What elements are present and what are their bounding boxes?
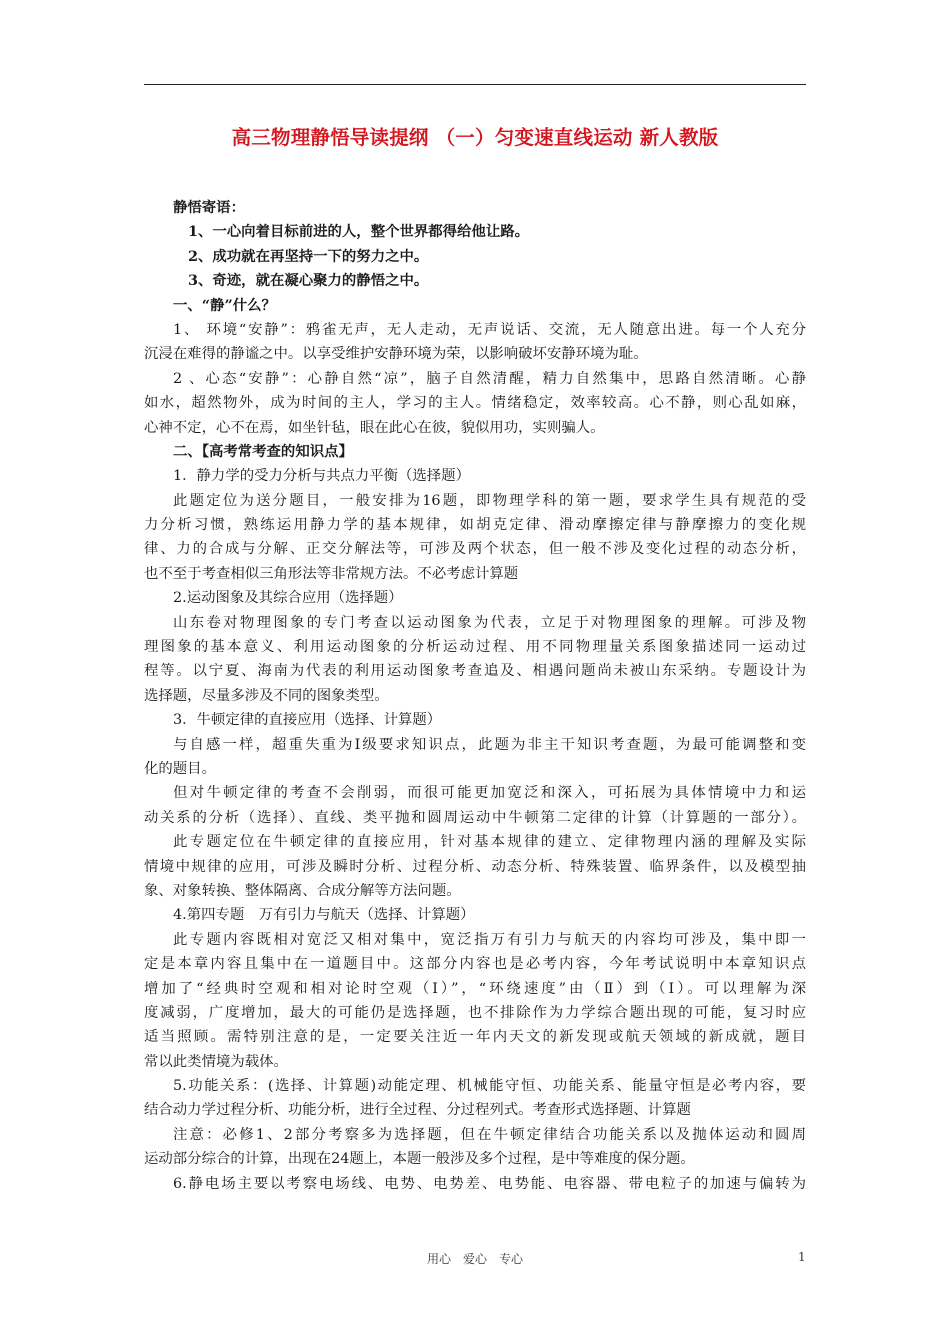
paragraph-line: 程等。以宁夏、海南为代表的利用运动图象考查追及、相遇问题尚未被山东采纳。专题设计为 [144,663,806,680]
paragraph-line: 律、力的合成与分解、正交分解法等，可涉及两个状态，但一般不涉及变化过程的动态分析， [144,541,806,558]
document-title: 高三物理静悟导读提纲 （一）匀变速直线运动 新人教版 [231,126,719,149]
paragraph-line: 选择题，尽量多涉及不同的图象类型。 [144,687,389,704]
paragraph-line: 理图象的基本意义、利用运动图象的分析运动过程、用不同物理量关系图象描述同一运动过 [144,639,806,656]
paragraph-line: 力分析习惯，熟练运用静力学的基本规律，如胡克定律、滑动摩擦定律与静摩擦力的变化规 [144,517,806,534]
paragraph-line: 与自感一样，超重失重为Ⅰ级要求知识点，此题为非主干知识考查题，为最可能调整和变 [173,736,806,753]
paragraph-line: 化的题目。 [144,760,216,777]
subsection-heading: 2.运动图象及其综合应用（选择题） [173,590,403,607]
paragraph-line: 山东卷对物理图象的专门考查以运动图象为代表，立足于对物理图象的理解。可涉及物 [173,614,806,631]
paragraph-line: 1、 环境“安静”：鸦雀无声，无人走动，无声说话、交流，无人随意出进。每一个人充分 [173,321,806,338]
subsection-heading: 1．静力学的受力分析与共点力平衡（选择题） [173,468,470,485]
paragraph-line: 度减弱，广度增加，最大的可能仍是选择题，也不排除作为力学综合题出现的可能，复习时应 [144,1004,806,1021]
paragraph-line: 但对牛顿定律的考查不会削弱，而很可能更加宽泛和深入，可拓展为具体情境中力和运 [173,785,806,802]
header-rule [144,84,806,85]
paragraph-line: 运动部分综合的计算，出现在24题上，本题一般涉及多个过程，是中等难度的保分题。 [144,1151,695,1168]
paragraph-line: 此题定位为送分题目，一般安排为16题，即物理学科的第一题，要求学生具有规范的受 [173,492,806,509]
paragraph-line: 注意：必修1、2部分考察多为选择题，但在牛顿定律结合功能关系以及抛体运动和圆周 [173,1126,806,1143]
paragraph-line: 情境中规律的应用，可涉及瞬时分析、过程分析、动态分析、特殊装置、临界条件，以及模型抽 [144,858,806,875]
paragraph-line: 常以此类情境为载体。 [144,1053,288,1070]
paragraph-line: 如水，超然物外，成为时间的主人，学习的主人。情绪稳定，效率较高。心不静，则心乱如麻， [144,395,806,412]
paragraph-line: 心神不定，心不在焉，如坐针毡，眼在此心在彼，貌似用功，实则骗人。 [144,419,605,436]
paragraph-line: 适当照顾。需特别注意的是，一定要关注近一年内天文的新发现或航天领域的新成就，题目 [144,1029,806,1046]
paragraph-line: 此专题内容既相对宽泛又相对集中，宽泛指万有引力与航天的内容均可涉及，集中即一 [173,931,806,948]
page-footer [0,1250,950,1270]
footer-motto: 用心 爱心 专心 [426,1252,523,1266]
paragraph-line: 定是本章内容且集中在一道题目中。这部分内容也是必考内容，今年考试说明中本章知识点 [144,956,806,973]
paragraph-line: 结合动力学过程分析、功能分析，进行全过程、分过程列式。考查形式选择题、计算题 [144,1102,691,1119]
section-heading: 一、“静”什么？ [173,296,276,314]
paragraph-line: 也不至于考查相似三角形法等非常规方法。不必考虑计算题 [144,565,519,582]
paragraph-line: 6.静电场主要以考察电场线、电势、电势差、电势能、电容器、带电粒子的加速与偏转为 [173,1175,806,1192]
section-heading: 静悟寄语： [173,199,245,216]
subsection-heading: 4.第四专题 万有引力与航天（选择、计算题） [173,907,475,924]
section-heading: 二、【高考常考查的知识点】 [173,442,353,460]
subsection-heading: 3．牛顿定律的直接应用（选择、计算题） [173,712,442,729]
paragraph-line: 5.功能关系：(选择、计算题)动能定理、机械能守恒、功能关系、能量守恒是必考内容，要 [173,1078,806,1095]
motto-line: 2、成功就在再坚持一下的努力之中。 [188,247,429,265]
paragraph-line: 沉浸在难得的静谧之中。以享受维护安静环境为荣，以影响破坏安静环境为耻。 [144,346,648,363]
paragraph-line: 此专题定位在牛顿定律的直接应用，针对基本规律的建立、定律物理内涵的理解及实际 [173,834,806,851]
motto-line: 1、一心向着目标前进的人，整个世界都得给他让路。 [188,223,529,241]
document-body [144,196,806,1196]
paragraph-line: 增加了“经典时空观和相对论时空观（Ⅰ）”，“环绕速度”由（Ⅱ）到（Ⅰ）。可以理解为深 [144,980,806,997]
page-number: 1 [798,1250,806,1264]
motto-line: 3、奇迹，就在凝心聚力的静悟之中。 [188,272,429,290]
paragraph-line: 象、对象转换、整体隔离、合成分解等方法问题。 [144,882,461,899]
paragraph-line: 动关系的分析（选择）、直线、类平抛和圆周运动中牛顿第二定律的计算（计算题的一部分）。 [144,809,806,826]
paragraph-line: 2 、心态“安静”：心静自然“凉”，脑子自然清醒，精力自然集中，思路自然清晰。心静 [173,370,806,387]
